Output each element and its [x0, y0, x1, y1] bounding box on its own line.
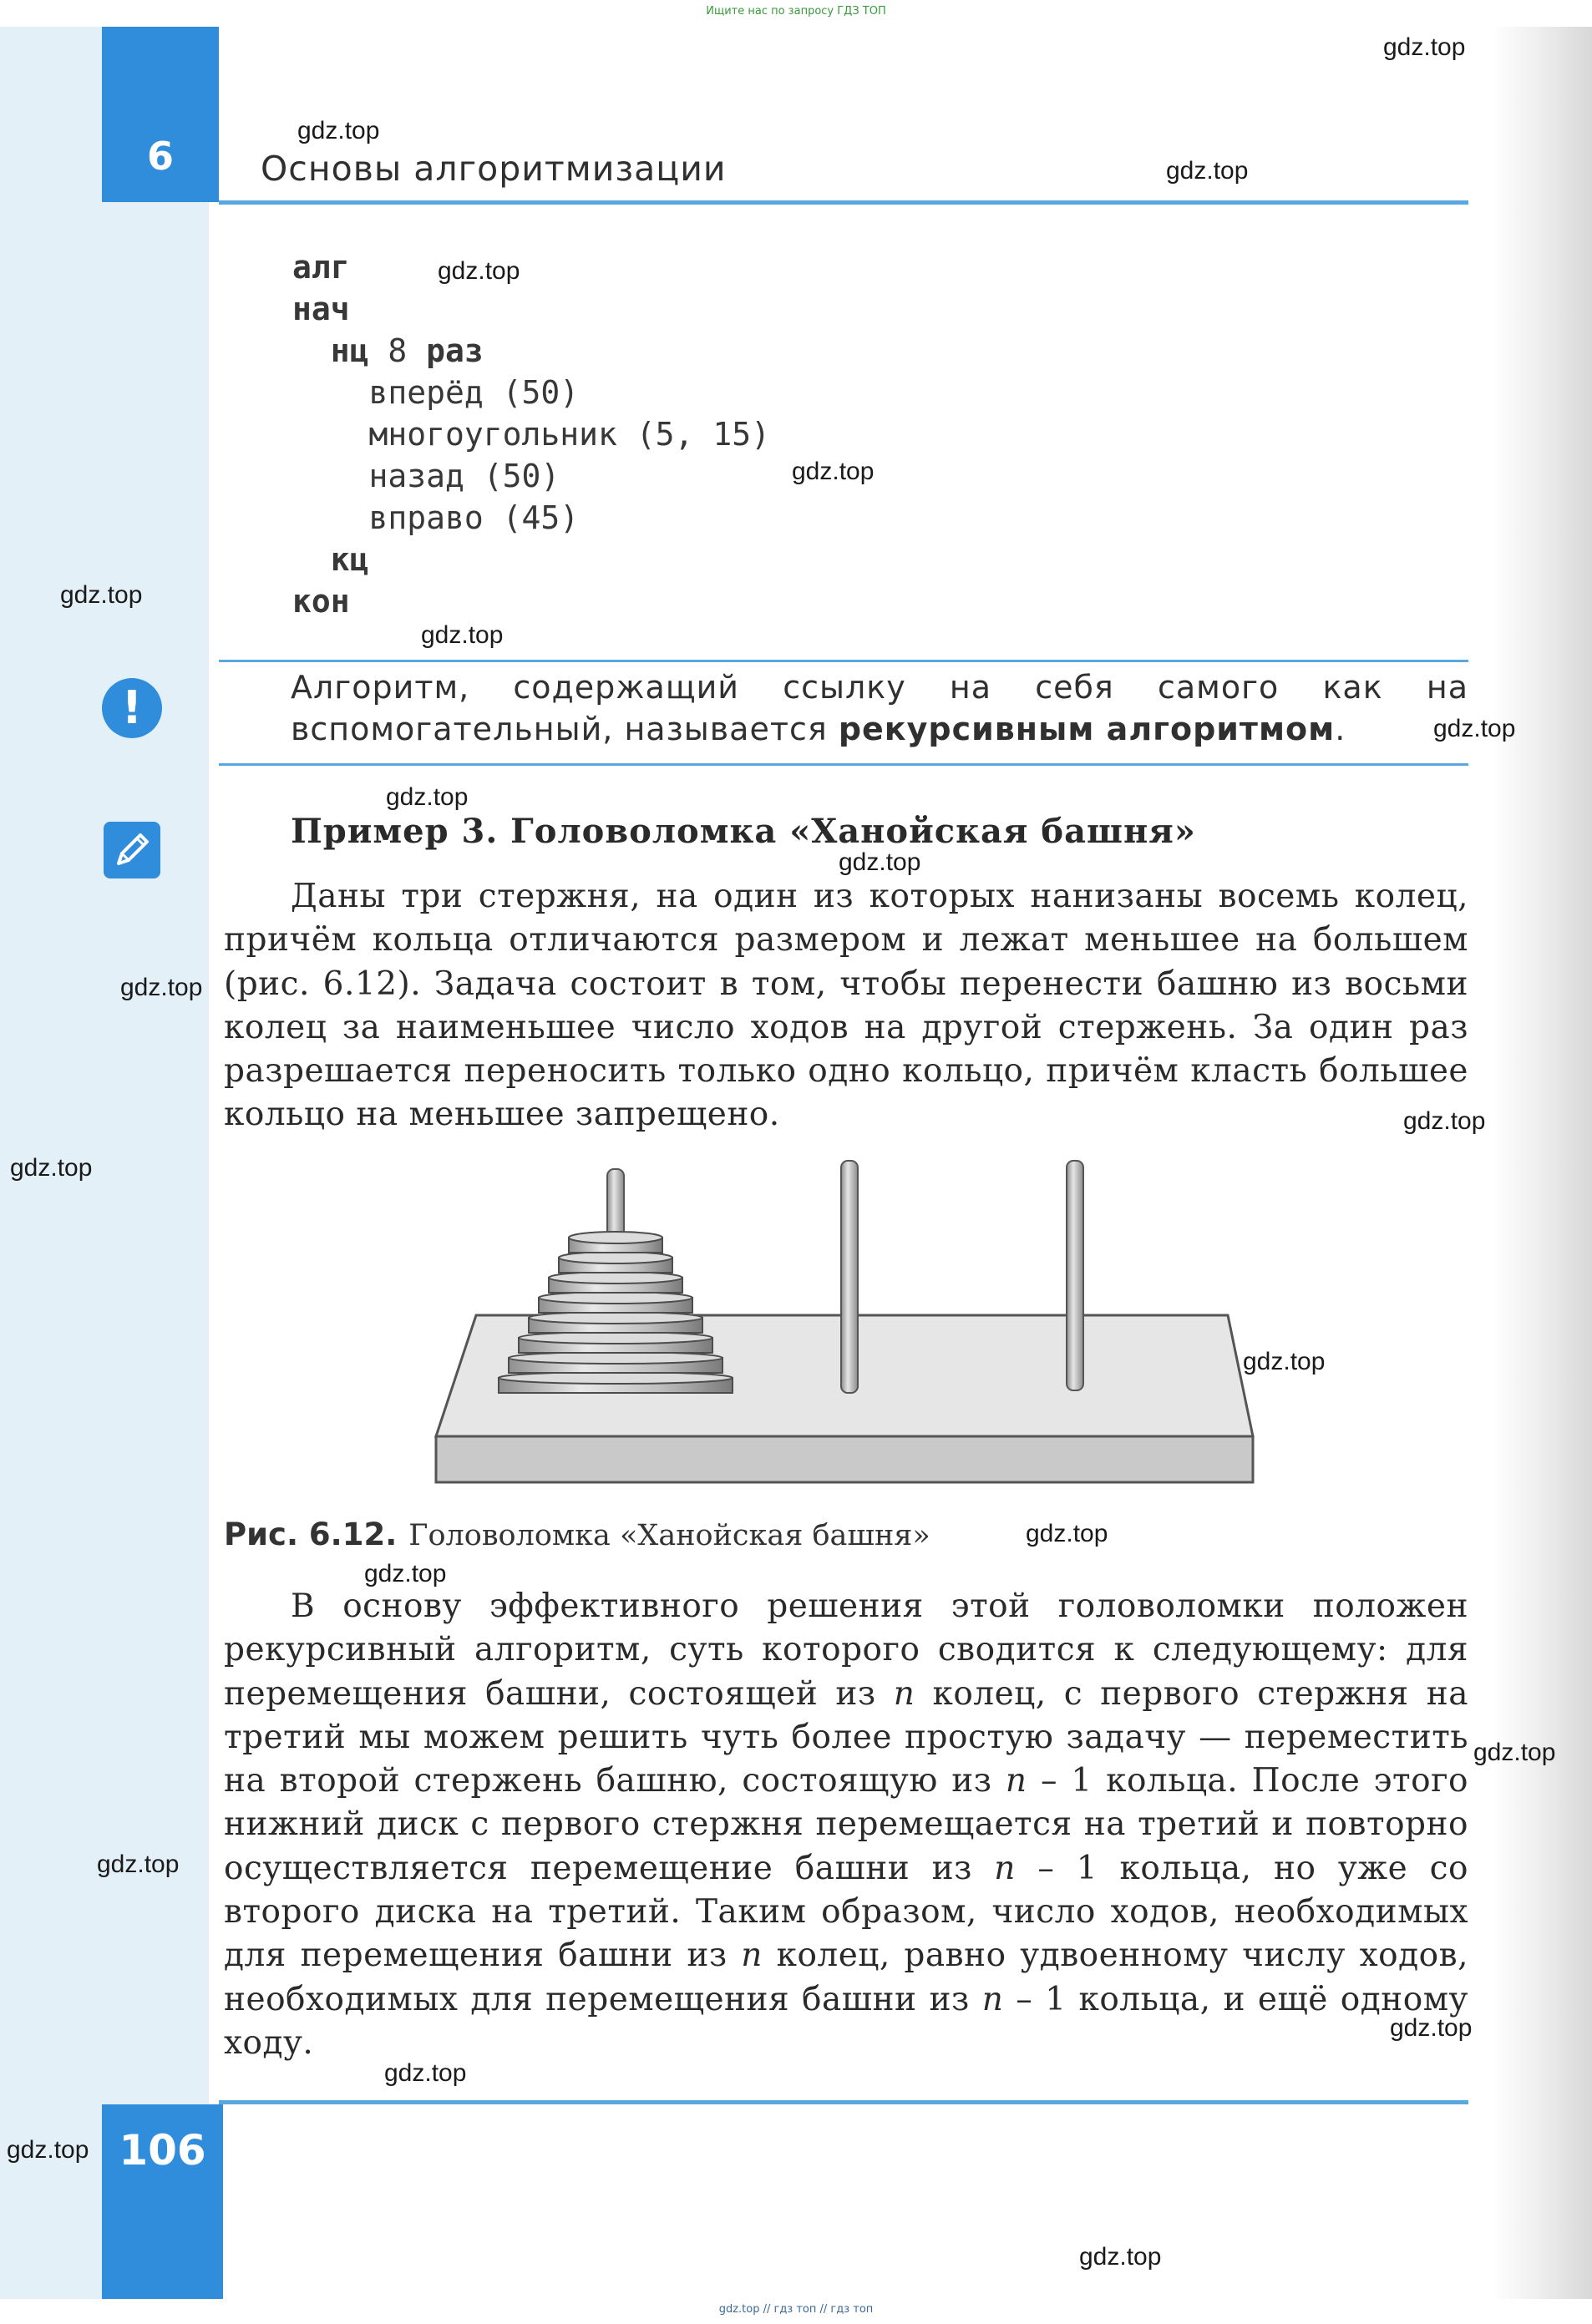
watermark: gdz.top [1390, 2014, 1473, 2042]
paragraph-solution: В основу эффективного решения этой головоломки положен рекурсивный алгоритм, суть которого сводится к следующему: для перемещения башни, состоящей из n колец, с первого стержня на третий мы можем решить чуть более простую задачу — переместить на второй стержень башню, состоящую из n – 1 кольца. После этого нижний диск с первого стержня перемещается на третий и повторно осуществляется перемещение башни из n – 1 кольца, но уже со второго диска на третий. Таким образом, число ходов, необходимых для перемещения башни из n колец, равно удвоенному числу ходов, необходимых для перемещения башни из n – 1 кольца, и ещё одному ходу. [224, 1587, 1469, 2062]
watermark: gdz.top [1383, 33, 1466, 61]
hanoi-figure [418, 1152, 1270, 1495]
code-line: назад (50) [292, 458, 560, 494]
watermark: gdz.top [1026, 1520, 1108, 1547]
watermark: gdz.top [1433, 715, 1516, 742]
code-line: вперёд (50) [292, 374, 580, 411]
watermark: gdz.top [421, 621, 504, 649]
watermark: gdz.top [384, 2059, 467, 2087]
watermark: gdz.top [364, 1560, 447, 1587]
hanoi-ring [549, 1272, 682, 1293]
watermark: gdz.top [1473, 1739, 1556, 1766]
figure-label: Рис. 6.12. [224, 1516, 398, 1552]
page-edge-shadow [1492, 0, 1592, 2324]
watermark: gdz.top [7, 2136, 89, 2164]
definition-text: Алгоритм, содержащий ссылку на себя самого как на вспомогательный, называется рекурсивным алгоритмом. [291, 669, 1468, 747]
pencil-icon [104, 822, 160, 878]
figure-caption [224, 1516, 930, 1552]
code-line: нач [292, 291, 350, 327]
watermark: gdz.top [386, 783, 469, 811]
hanoi-ring [509, 1352, 722, 1373]
code-line: кон [292, 583, 350, 620]
hanoi-ring [559, 1252, 672, 1273]
top-note: Ищите нас по запросу ГДЗ ТОП [706, 5, 886, 18]
watermark: gdz.top [297, 117, 380, 144]
chapter-number: 6 [146, 134, 174, 179]
watermark: gdz.top [1079, 2243, 1162, 2271]
hanoi-ring [519, 1332, 712, 1353]
code-line: кц [330, 541, 369, 578]
hanoi-rod [841, 1161, 858, 1393]
watermark: gdz.top [97, 1851, 180, 1878]
footer-rule [219, 2100, 1468, 2104]
code-line: нц 8 раз [330, 332, 484, 369]
watermark: gdz.top [60, 581, 143, 609]
paragraph-task: Даны три стержня, на один из которых нанизаны восемь колец, причём кольца отличаются размером и лежат меньшее на большем (рис. 6.12). Задача состоит в том, чтобы перенести башню из восьми колец за наименьшее число ходов на другой стержень. За один раз разрешается переносить только одно кольцо, причём класть большее кольцо на меньшее запрещено. [224, 878, 1468, 1134]
hanoi-ring [499, 1372, 733, 1393]
hanoi-ring [529, 1312, 702, 1333]
exclamation-icon: ! [102, 678, 162, 738]
watermark: gdz.top [1403, 1107, 1486, 1135]
watermark: gdz.top [839, 848, 921, 876]
definition-term: рекурсивным алгоритмом [838, 711, 1336, 747]
hanoi-ring [569, 1232, 662, 1253]
definition-top-rule [219, 660, 1468, 662]
hanoi-rod [1067, 1161, 1083, 1390]
bottom-note: gdz.top // гдз топ // гдз топ [718, 2303, 874, 2316]
watermark: gdz.top [1166, 157, 1249, 185]
page-number: 106 [119, 2126, 206, 2175]
watermark: gdz.top [120, 974, 203, 1001]
code-line: многоугольник (5, 15) [292, 416, 770, 453]
example-heading: Пример 3. Головоломка «Ханойская башня» [291, 812, 1196, 851]
watermark: gdz.top [792, 458, 875, 485]
figure-caption-text: Головоломка «Ханойская башня» [408, 1519, 930, 1552]
watermark: gdz.top [438, 257, 520, 285]
chapter-title: Основы алгоритмизации [261, 149, 727, 189]
code-line: алг [292, 249, 350, 286]
watermark: gdz.top [10, 1154, 93, 1182]
header-rule [219, 200, 1468, 205]
hanoi-ring [539, 1292, 692, 1313]
watermark: gdz.top [1243, 1348, 1326, 1375]
definition-bottom-rule [219, 763, 1468, 766]
code-line: вправо (45) [292, 499, 580, 536]
